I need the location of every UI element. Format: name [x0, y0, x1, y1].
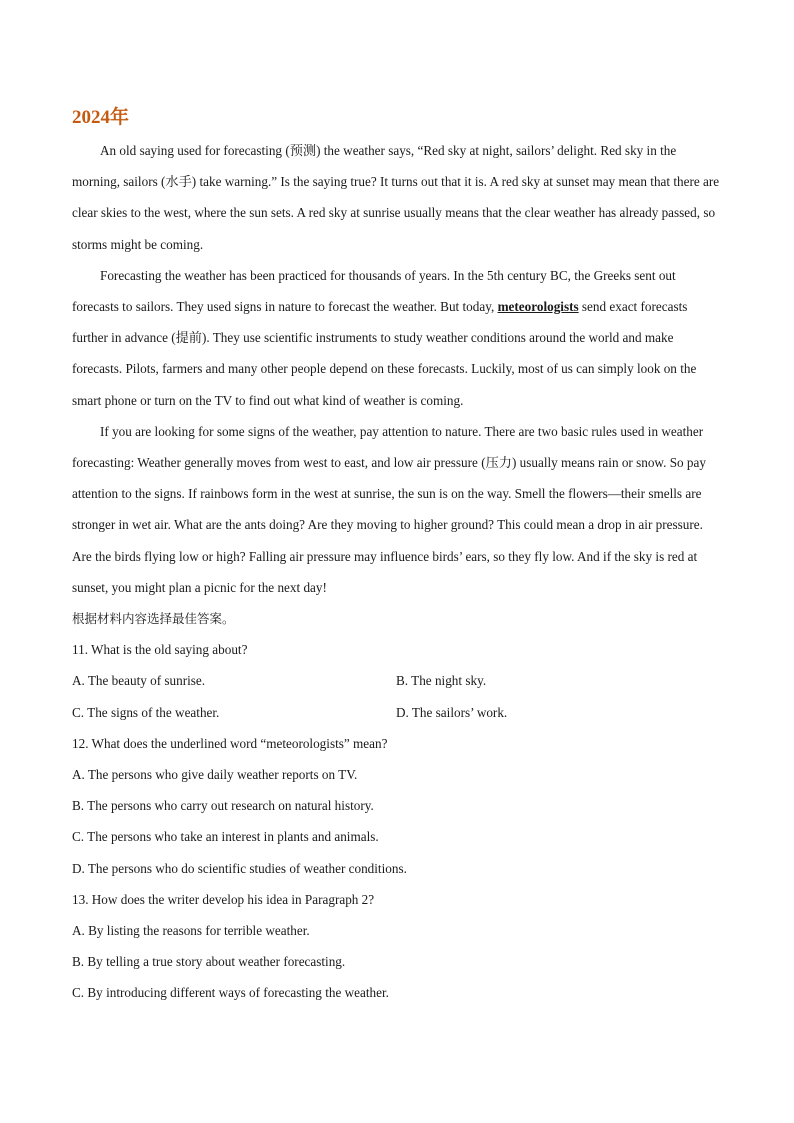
- question-11-option-a: A. The beauty of sunrise.: [72, 673, 206, 689]
- passage-paragraph-3: If you are looking for some signs of the weather, pay attention to nature. There are two basic rules used in weather forecasting: Weather generally moves from west to east, and low air pressure (压力) usually means rain or snow. So pay attention to the signs. If rainbows form in the west at sunrise, the sun is on the way. Smell the flowers—their smells are stronger in wet air. What are the ants doing? Are they moving to higher ground? This could mean a drop in air pressure. Are the birds flying low or high? Falling air pressure may influence birds’ ears, so they fly low. And if the sky is red at sunset, you might plan a picnic for the next day!: [72, 423, 706, 595]
- question-13-option-a: A. By listing the reasons for terrible weather.: [72, 923, 310, 939]
- question-11-options-row-1: [72, 665, 720, 696]
- question-12-option-c: C. The persons who take an interest in plants and animals.: [72, 829, 379, 845]
- passage-paragraph-2: [72, 260, 720, 416]
- question-12-stem: 12. What does the underlined word “meteorologists” mean?: [72, 735, 388, 751]
- question-12-option-b: B. The persons who carry out research on natural history.: [72, 798, 374, 814]
- document-page: [72, 104, 720, 1009]
- question-11-options-row-2: [72, 697, 720, 728]
- question-11-option-b: B. The night sky.: [396, 673, 487, 689]
- question-13-stem: 13. How does the writer develop his idea in Paragraph 2?: [72, 891, 375, 907]
- question-13-option-b: B. By telling a true story about weather forecasting.: [72, 954, 346, 970]
- paragraph-2-text-before: Forecasting the weather has been practiced for thousands of years. In the 5th century BC, the Greeks sent out forecasts to sailors. They used signs in nature to forecast the weather. But today,: [72, 267, 676, 315]
- question-instruction: 根据材料内容选择最佳答案。: [72, 611, 235, 627]
- passage-paragraph-1: An old saying used for forecasting (预测) the weather says, “Red sky at night, sailors’ delight. Red sky in the morning, sailors (水手) take warning.” Is the saying true? It turns out that it is. A red sky at sunset may mean that there are clear skies to the west, where the sun sets. A red sky at sunrise usually means that the clear weather has already passed, so storms might be coming.: [72, 143, 720, 252]
- question-11-option-d: D. The sailors’ work.: [396, 704, 508, 720]
- underlined-word: meteorologists: [497, 299, 579, 315]
- paragraph-2-text-after: send exact forecasts further in advance (提前). They use scientific instruments to study weather conditions around the world and make forecasts. Pilots, farmers and many other people depend on these forecasts. Luckily, most of us can simply look on the smart phone or turn on the TV to find out what kind of weather is coming.: [72, 299, 697, 408]
- question-12-option-d: D. The persons who do scientific studies of weather conditions.: [72, 860, 407, 876]
- year-heading: 2024年: [72, 107, 130, 128]
- question-11-stem: 11. What is the old saying about?: [72, 642, 248, 658]
- question-11-option-c: C. The signs of the weather.: [72, 704, 220, 720]
- question-12-option-a: A. The persons who give daily weather reports on TV.: [72, 767, 358, 783]
- question-13-option-c: C. By introducing different ways of forecasting the weather.: [72, 985, 389, 1001]
